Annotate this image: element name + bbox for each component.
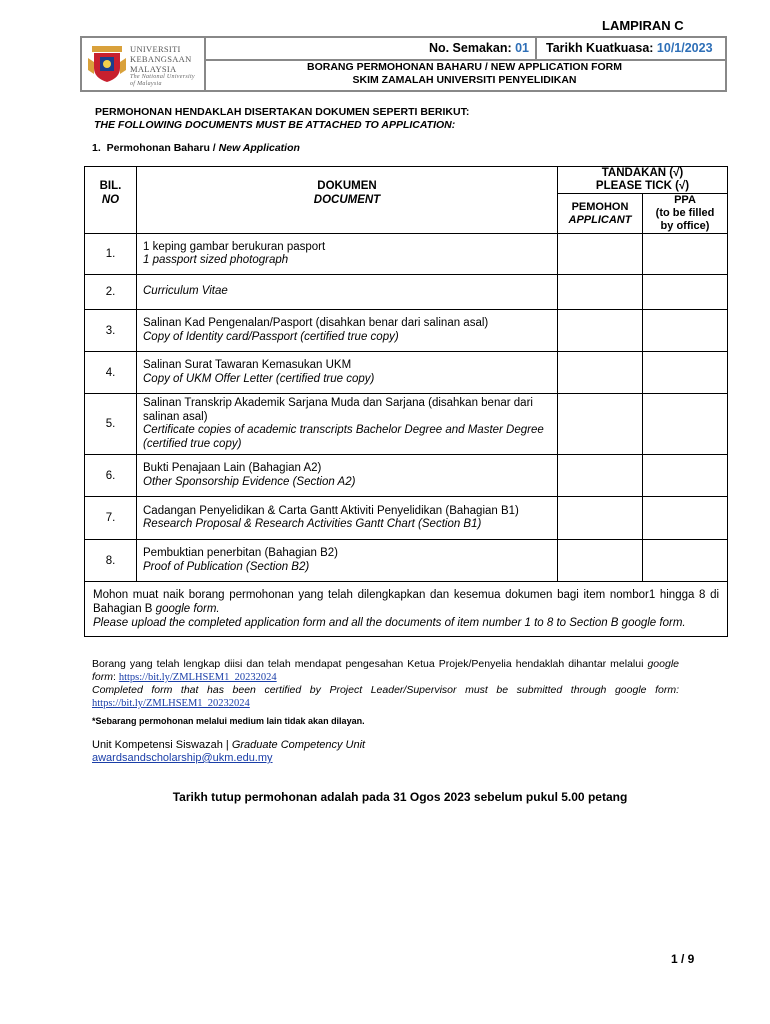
applicant-tick-cell[interactable] [558, 275, 643, 310]
col-header-applicant: PEMOHON APPLICANT [558, 194, 643, 234]
effective-date: Tarikh Kuatkuasa: 10/1/2023 [546, 41, 713, 55]
applicant-tick-cell[interactable] [558, 455, 643, 497]
applicant-tick-cell[interactable] [558, 497, 643, 540]
appendix-label: LAMPIRAN C [602, 18, 684, 33]
university-logo [82, 38, 206, 90]
intro-en: THE FOLLOWING DOCUMENTS MUST BE ATTACHED TO APPLICATION: [94, 119, 456, 131]
upload-note-row: Mohon muat naik borang permohonan yang telah dilengkapkan dan kesemua dokumen bagi item nombor1 hingga 8 di Bahagian B google form. Please upload the completed application form and all the documents of item number 1 to 8 to Section B google form. [85, 582, 728, 637]
intro-ms: PERMOHONAN HENDAKLAH DISERTAKAN DOKUMEN SEPERTI BERIKUT: [95, 106, 470, 118]
submission-instructions: Borang yang telah lengkap diisi dan telah mendapat pengesahan Ketua Projek/Penyelia hendaklah dihantar melalui google form: https://bit.ly/ZMLHSEM1_20232024 Completed form that has been certified by Project Leader/Supervisor must be submitted through google form: https://bit.ly/ZMLHSEM1_20232024 [92, 658, 679, 709]
contact-unit: Unit Kompetensi Siswazah | Graduate Competency Unit awardsandscholarship@ukm.edu.my [92, 739, 366, 764]
google-form-link[interactable]: https://bit.ly/ZMLHSEM1_20232024 [118, 672, 277, 683]
office-tick-cell[interactable] [643, 275, 728, 310]
table-row: 8. Pembuktian penerbitan (Bahagian B2) Proof of Publication (Section B2) [85, 540, 728, 582]
col-header-ppa: PPA (to be filled by office) [643, 194, 728, 234]
office-tick-cell[interactable] [643, 310, 728, 352]
page-number: 1 / 9 [671, 952, 695, 966]
col-header-tick: TANDAKAN (√) PLEASE TICK (√) [558, 167, 728, 194]
table-row: 1. 1 keping gambar berukuran pasport 1 passport sized photograph [85, 234, 728, 275]
applicant-tick-cell[interactable] [558, 234, 643, 275]
form-header [80, 36, 727, 92]
office-tick-cell[interactable] [643, 540, 728, 582]
applicant-tick-cell[interactable] [558, 540, 643, 582]
office-tick-cell[interactable] [643, 455, 728, 497]
col-header-no: BIL. NO [85, 167, 137, 234]
document-checklist-table [84, 166, 728, 637]
table-row: 2. Curriculum Vitae [85, 275, 728, 310]
table-row: 6. Bukti Penajaan Lain (Bahagian A2) Other Sponsorship Evidence (Section A2) [85, 455, 728, 497]
table-row: 7. Cadangan Penyelidikan & Carta Gantt Aktiviti Penyelidikan (Bahagian B1) Research Proposal & Research Activities Gantt Chart (Section B1) [85, 497, 728, 540]
table-row: 3. Salinan Kad Pengenalan/Pasport (disahkan benar dari salinan asal) Copy of Identity card/Passport (certified true copy) [85, 310, 728, 352]
table-row: 4. Salinan Surat Tawaran Kemasukan UKM Copy of UKM Offer Letter (certified true copy) [85, 352, 728, 394]
office-tick-cell[interactable] [643, 234, 728, 275]
applicant-tick-cell[interactable] [558, 310, 643, 352]
table-row: 5. Salinan Transkrip Akademik Sarjana Muda dan Sarjana (disahkan benar dari salinan asal) Certificate copies of academic transcripts Bachelor Degree and Master Degree (certified true copy) [85, 394, 728, 455]
applicant-tick-cell[interactable] [558, 394, 643, 455]
medium-warning: *Sebarang permohonan melalui medium lain tidak akan dilayan. [92, 716, 365, 726]
section-heading: 1. Permohonan Baharu / New Application [92, 142, 300, 154]
office-tick-cell[interactable] [643, 497, 728, 540]
office-tick-cell[interactable] [643, 394, 728, 455]
applicant-tick-cell[interactable] [558, 352, 643, 394]
office-tick-cell[interactable] [643, 352, 728, 394]
form-title: BORANG PERMOHONAN BAHARU / NEW APPLICATION FORM SKIM ZAMALAH UNIVERSITI PENYELIDIKAN [307, 61, 622, 86]
closing-date-notice: Tarikh tutup permohonan adalah pada 31 Ogos 2023 sebelum pukul 5.00 petang [172, 790, 628, 804]
col-header-document: DOKUMEN DOCUMENT [137, 167, 558, 234]
google-form-link-en[interactable]: https://bit.ly/ZMLHSEM1_20232024 [92, 698, 250, 709]
contact-email-link[interactable]: awardsandscholarship@ukm.edu.my [92, 752, 273, 764]
revision-number: No. Semakan: 01 [204, 38, 537, 59]
university-name: UNIVERSITI KEBANGSAAN MALAYSIA The National University of Malaysia [130, 44, 195, 87]
ukm-crest-icon [88, 44, 126, 84]
